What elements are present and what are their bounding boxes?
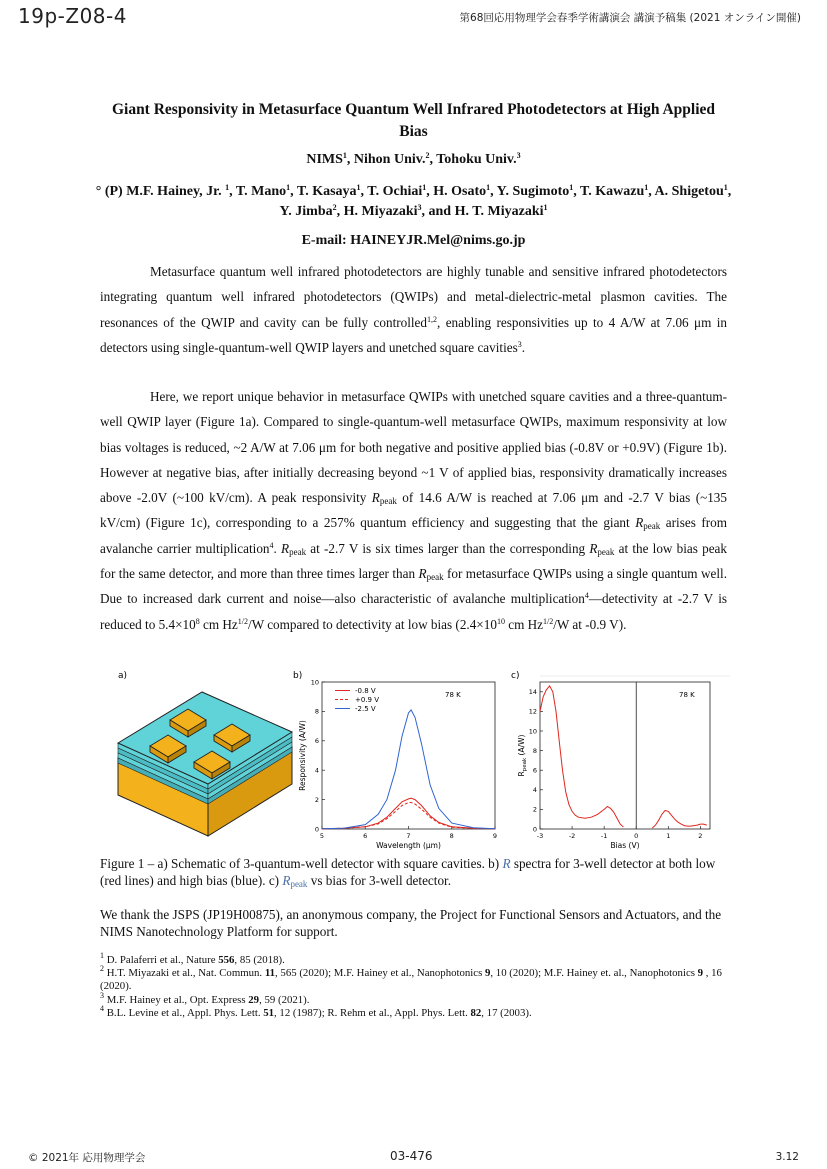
y-tick-label: 2	[532, 805, 537, 814]
y-tick-label: 8	[314, 707, 319, 716]
author-affil-sup: 2	[332, 203, 337, 212]
author-affil-sup: 1	[422, 183, 427, 192]
x-tick-label: 2	[698, 832, 703, 840]
ref-text: , 59 (2021).	[259, 993, 310, 1006]
panel-c-label: c)	[511, 671, 520, 681]
ref-volume: 82	[470, 1006, 482, 1019]
x-axis-label: Bias (V)	[610, 841, 640, 850]
x-tick-label: -1	[600, 832, 608, 840]
author-affil-sup: 3	[417, 203, 422, 212]
y-tick-label: 6	[532, 766, 537, 775]
p2-half-1: 1/2	[237, 616, 249, 626]
rpeak-sub: peak	[643, 521, 661, 532]
p2-sup-4: 4	[269, 540, 274, 550]
p2-text-1: Here, we report unique behavior in metasurface QWIPs with unetched square cavities and a three-quantum-well QWIP layer (Figure 1a). Compared to single-quantum-well metasurface QWIPs, maximum responsivity at low bias voltages is reduced, ~2 A/W at 7.06 μm for both negative and positive applied bias (-0.8V or +0.9V) (Figure 1b). However at negative bias, after initially decreasing beyond ~1 V of applied bias, responsivity dramatically increases above -2.0V (~100 kV/cm). A peak responsivity	[100, 389, 727, 506]
y-tick-label: 8	[532, 746, 537, 755]
y-tick-label: 10	[310, 678, 319, 687]
y-tick-label: 6	[314, 737, 319, 746]
x-tick-label: -2	[568, 832, 576, 840]
y-tick-label: 4	[314, 766, 319, 775]
x-axis-label: Wavelength (μm)	[376, 841, 441, 850]
paragraph-1	[100, 259, 727, 360]
ref-text: , 12 (1987); R. Rehm et al., Appl. Phys. Lett.	[274, 1006, 471, 1019]
author-affil-sup: 1	[286, 183, 291, 192]
authors-prefix: ° (P) M.F. Hainey, Jr.	[95, 184, 226, 199]
p2-text-5: at -2.7 V is six times larger than the corresponding	[306, 540, 590, 556]
paragraph-2	[100, 384, 727, 637]
legend-label: -2.5 V	[355, 705, 376, 713]
author-affil-sup: 1	[543, 203, 548, 212]
ref-volume: 9	[697, 967, 704, 980]
panel-a-label: a)	[118, 671, 128, 681]
author-list	[225, 184, 731, 219]
rpeak-sub: peak	[289, 546, 307, 557]
p2-text-9: cm Hz	[199, 616, 238, 632]
ref-num: 3	[100, 990, 104, 1000]
rpeak-symbol: R	[281, 540, 290, 556]
ref-num: 4	[100, 1003, 104, 1013]
p2-exp-8: 8	[195, 616, 200, 626]
reference-4	[100, 1003, 730, 1020]
y-tick-label: 0	[532, 825, 537, 834]
email: E-mail: HAINEYJR.Mel@nims.go.jp	[301, 233, 526, 248]
ref-text: B.L. Levine et al., Appl. Phys. Lett.	[104, 1006, 264, 1019]
plot-frame	[540, 682, 710, 829]
p1-text-1: Metasurface quantum well infrared photodetectors are highly tunable and sensitive infrared photodetectors integrating quantum well infrared photodetectors (QWIPs) and metal-dielectric-metal plasmon cavities. The resonances of the QWIP and cavity can be fully controlled	[100, 264, 727, 330]
author-name: , Y. Sugimoto	[490, 184, 570, 199]
caption-text-1: Figure 1 – a) Schematic of 3-quantum-well detector with square cavities. b)	[100, 856, 503, 871]
ref-text: , 85 (2018).	[234, 954, 285, 966]
affil-3: , Tohoku Univ.	[429, 152, 517, 167]
affil-1: NIMS	[306, 152, 343, 167]
series-line	[322, 798, 495, 829]
p2-half-2: 1/2	[543, 616, 554, 626]
author-name: , A. Shigetou	[648, 184, 724, 199]
x-tick-label: 1	[666, 832, 671, 840]
y-tick-label: 2	[314, 795, 319, 804]
footer-copyright: © 2021年 応用物理学会	[28, 1152, 146, 1164]
affil-2-sup: 2	[425, 151, 430, 160]
series-line	[322, 803, 495, 829]
p1-sup-1: 1,2	[427, 314, 438, 324]
rpeak-sub: peak	[426, 572, 444, 583]
plot-frame	[322, 682, 495, 829]
author-name: , H. Osato	[426, 184, 487, 199]
ref-text: M.F. Hainey et al., Opt. Express	[104, 993, 249, 1006]
series-line	[540, 686, 623, 827]
p2-text-6: at the low bias peak for the same detector, and more than three times larger than	[100, 540, 728, 582]
acknowledgment: We thank the JSPS (JP19H00875), an anonymous company, the Project for Functional Sensors and Actuators, and the NIMS Nanotechnology Platform for support.	[100, 907, 722, 939]
p2-text-4: .	[273, 540, 282, 556]
y-tick-label: 10	[528, 727, 537, 736]
x-tick-label: 6	[363, 832, 368, 840]
figure-svg	[100, 668, 730, 858]
author-affil-sup: 1	[569, 183, 574, 192]
x-tick-label: 8	[449, 832, 454, 840]
footer-page-number: 03-476	[390, 1149, 433, 1163]
ref-text: , 17 (2003).	[481, 1006, 532, 1019]
caption-text-3: vs bias for 3-well detector.	[307, 873, 451, 888]
rpeak-symbol: R	[635, 515, 644, 531]
caption-text-2: spectra for 3-well detector at both low (red lines) and high bias (blue). c)	[100, 856, 716, 888]
rpeak-symbol: R	[589, 540, 598, 556]
y-label-sub: peak	[522, 757, 528, 772]
p2-text-2: of 14.6 A/W is reached at 7.06 μm and -2.7 V bias (~135 kV/cm) (Figure 1c), corresponding to a 257% quantum efficiency and suggesting that the giant	[100, 490, 727, 531]
y-tick-label: 12	[528, 707, 537, 716]
ref-text: , 10 (2020); M.F. Hainey et. al., Nanophotonics	[490, 967, 698, 980]
y-label-main: R	[517, 771, 526, 777]
x-tick-label: 7	[406, 832, 411, 840]
series-line	[322, 710, 495, 829]
paper-title: Giant Responsivity in Metasurface Quantum Well Infrared Photodetectors at High Applied Bias	[111, 101, 716, 140]
temperature-annotation: 78 K	[679, 691, 695, 699]
author-name: , T. Ochiai	[360, 184, 423, 199]
figure-caption	[100, 855, 730, 889]
legend-label: +0.9 V	[355, 696, 380, 704]
ref-text: , 16 (2020).	[100, 967, 722, 993]
author-name: , and H. T. Miyazaki	[421, 204, 544, 219]
reference-2	[100, 964, 730, 993]
affiliations	[100, 152, 727, 168]
chart-rpeak-vs-bias	[517, 676, 730, 850]
p2-text-12: /W at -0.9 V).	[553, 616, 627, 632]
x-tick-label: 9	[492, 832, 498, 840]
p2-text-11: cm Hz	[504, 616, 544, 632]
ref-volume: 11	[264, 967, 276, 980]
rpeak-sub: peak	[379, 496, 397, 507]
ref-volume: 29	[248, 993, 260, 1006]
ref-text: , 565 (2020); M.F. Hainey et al., Nanophotonics	[275, 967, 485, 980]
author-name: , T. Mano	[229, 184, 287, 199]
x-tick-label: 0	[634, 832, 639, 840]
reference-1	[100, 951, 730, 967]
ref-text: D. Palaferri et al., Nature	[104, 954, 219, 966]
ref-text: H.T. Miyazaki et al., Nat. Commun.	[104, 967, 265, 980]
author-name: , H. Miyazaki	[336, 204, 418, 219]
y-label-unit: (A/W)	[517, 734, 526, 758]
author-name: , Y. Jimba	[279, 184, 732, 219]
affil-2: , Nihon Univ.	[346, 152, 426, 167]
p2-exp-10: 10	[496, 616, 505, 626]
legend-label: -0.8 V	[355, 687, 376, 695]
caption-peak: peak	[290, 879, 308, 889]
caption-r: R	[282, 873, 291, 888]
author-affil-sup: 1	[644, 183, 649, 192]
series-line	[652, 810, 707, 828]
ref-num: 2	[100, 964, 104, 974]
ref-volume: 9	[484, 967, 491, 980]
y-tick-label: 4	[532, 786, 537, 795]
p1-sup-2: 3	[517, 339, 522, 349]
y-tick-label: 0	[314, 825, 319, 834]
authors	[90, 182, 737, 222]
rpeak-sub: peak	[597, 546, 615, 557]
author-affil-sup: 1	[723, 183, 728, 192]
p2-text-10: /W compared to detectivity at low bias (2.4×10	[248, 616, 497, 632]
figure-1	[100, 668, 730, 858]
affil-1-sup: 1	[342, 151, 347, 160]
author-affil-sup: 1	[486, 183, 491, 192]
caption-r: R	[502, 856, 511, 871]
p2-text-3: arises from avalanche carrier multiplication	[100, 515, 727, 556]
p2-sup-4b: 4	[584, 591, 589, 601]
rpeak-symbol: R	[371, 490, 380, 506]
session-code: 19p-Z08-4	[18, 4, 127, 28]
y-axis-label: Responsivity (A/W)	[298, 720, 307, 791]
references	[100, 951, 730, 1020]
p2-text-8: —detectivity at -2.7 V is reduced to 5.4×10	[100, 591, 727, 632]
ref-num: 1	[100, 951, 104, 960]
panel-b-label: b)	[293, 671, 303, 681]
p1-text-3: .	[521, 339, 526, 355]
rpeak-symbol: R	[418, 566, 427, 582]
ref-volume: 51	[263, 1006, 275, 1019]
author-affil-sup: 1	[225, 183, 230, 192]
footer-version: 3.12	[775, 1151, 799, 1163]
x-tick-label: -3	[536, 832, 544, 840]
temperature-annotation: 78 K	[445, 691, 461, 699]
x-tick-label: 5	[319, 832, 325, 840]
p1-text-2: , enabling responsivities up to 4 A/W at 7.06 μm in detectors using single-quantum-well QWIP layers and unetched square cavities	[100, 314, 727, 355]
ref-volume: 556	[218, 954, 235, 966]
author-name: , T. Kawazu	[573, 184, 645, 199]
affil-3-sup: 3	[516, 151, 521, 160]
p2-text-7: for metasurface QWIPs using a single quantum well. Due to increased dark current and noise—also characteristic of avalanche multiplication	[100, 566, 727, 607]
chart-responsivity	[298, 678, 497, 850]
y-axis-label	[517, 734, 528, 776]
reference-3	[100, 990, 730, 1007]
author-affil-sup: 1	[356, 183, 361, 192]
author-name: , T. Kasaya	[290, 184, 357, 199]
conference-header: 第68回応用物理学会春季学術講演会 講演予稿集 (2021 オンライン開催)	[459, 12, 801, 24]
y-tick-label: 14	[528, 688, 537, 697]
detector-schematic	[118, 692, 292, 836]
